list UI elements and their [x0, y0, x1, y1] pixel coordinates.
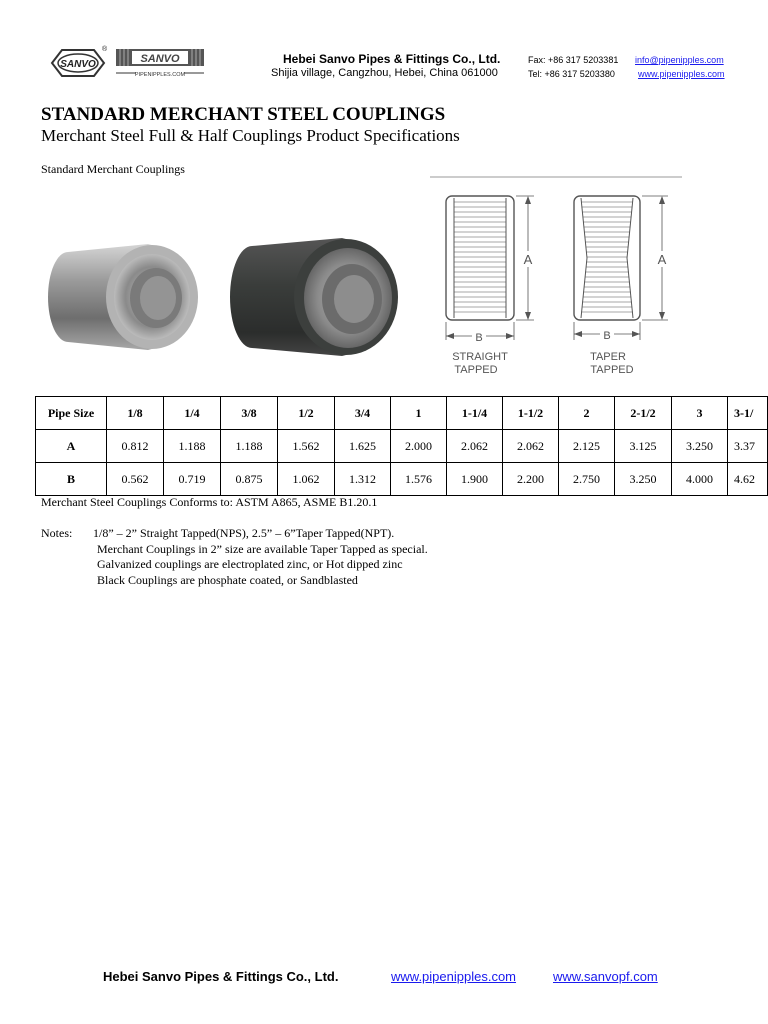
note-line: 1/8” – 2” Straight Tapped(NPS), 2.5” – 6”Taper Tapped(NPT).	[93, 526, 395, 540]
table-cell: 1.562	[278, 430, 335, 463]
taper-tapped-drawing	[574, 196, 669, 376]
table-header-cell: 1/4	[164, 397, 221, 430]
table-cell: 3.250	[615, 463, 672, 496]
table-cell: 1.062	[278, 463, 335, 496]
table-cell: 3.250	[672, 430, 728, 463]
table-cell: 2.200	[503, 463, 559, 496]
footer-sanvopf-link[interactable]: www.sanvopf.com	[553, 969, 658, 984]
website-link[interactable]: www.pipenipples.com	[638, 69, 725, 79]
logo-right-text: SANVO	[140, 53, 180, 65]
taper-label-line1: TAPER	[590, 351, 626, 363]
table-header-cell: 3	[672, 397, 728, 430]
table-header-cell: 1-1/2	[503, 397, 559, 430]
dimension-b-label-taper: B	[603, 330, 611, 342]
table-row	[36, 463, 768, 496]
table-cell: 3.37	[728, 430, 768, 463]
table-header-cell: 2-1/2	[615, 397, 672, 430]
email-link[interactable]: info@pipenipples.com	[635, 55, 724, 65]
straight-label-line2: TAPPED	[454, 364, 498, 376]
table-header-cell: 2	[559, 397, 615, 430]
coupling-spec-table	[35, 396, 768, 496]
sanvo-pipe-logo	[114, 46, 206, 80]
dimension-b-label-straight: B	[475, 332, 483, 344]
table-cell: 1.188	[164, 430, 221, 463]
table-cell: 0.812	[107, 430, 164, 463]
footer-pipenipples-link[interactable]: www.pipenipples.com	[391, 969, 517, 984]
footer-company-name: Hebei Sanvo Pipes & Fittings Co., Ltd.	[103, 969, 339, 984]
table-header-cell: 3-1/	[728, 397, 768, 430]
logo-right-sub: PIPENIPPLES.COM	[134, 72, 186, 78]
table-header-cell: 1-1/4	[447, 397, 503, 430]
company-name: Hebei Sanvo Pipes & Fittings Co., Ltd.	[283, 52, 501, 66]
straight-label-line1: STRAIGHT	[452, 351, 508, 363]
table-row	[36, 430, 768, 463]
table-cell: 0.719	[164, 463, 221, 496]
company-address: Shijia village, Cangzhou, Hebei, China 061000	[271, 67, 498, 79]
table-header-row	[36, 397, 768, 430]
table-cell: 1.576	[391, 463, 447, 496]
dimension-a-label-taper: A	[657, 252, 667, 267]
table-cell: 2.062	[447, 430, 503, 463]
note-line: Galvanized couplings are electroplated zinc, or Hot dipped zinc	[97, 557, 403, 571]
table-cell: 2.125	[559, 430, 615, 463]
table-cell: 1.188	[221, 430, 278, 463]
table-header-cell: 3/8	[221, 397, 278, 430]
table-cell: 1.900	[447, 463, 503, 496]
page-subtitle: Merchant Steel Full & Half Couplings Product Specifications	[41, 126, 460, 145]
logo-left-text: SANVO	[60, 59, 96, 70]
table-header-cell: Pipe Size	[36, 397, 107, 430]
table-header-cell: 3/4	[335, 397, 391, 430]
straight-tapped-drawing	[446, 196, 535, 376]
notes-label: Notes:	[41, 526, 73, 540]
galvanized-coupling-photo	[48, 238, 200, 354]
table-header-cell: 1/2	[278, 397, 335, 430]
table-cell: 1.625	[335, 430, 391, 463]
tel-number: Tel: +86 317 5203380	[528, 69, 615, 79]
table-cell: 1.312	[335, 463, 391, 496]
taper-label-line2: TAPPED	[590, 364, 634, 376]
dimension-a-label-straight: A	[523, 252, 533, 267]
black-coupling-photo	[230, 232, 400, 362]
section-heading: Standard Merchant Couplings	[41, 162, 185, 176]
fax-number: Fax: +86 317 5203381	[528, 55, 619, 65]
sanvo-oval-logo	[48, 44, 108, 82]
note-line: Black Couplings are phosphate coated, or Sandblasted	[97, 573, 358, 587]
table-cell: 0.875	[221, 463, 278, 496]
table-cell: 4.62	[728, 463, 768, 496]
table-cell: 0.562	[107, 463, 164, 496]
conformance-statement: Merchant Steel Couplings Conforms to: ASTM A865, ASME B1.20.1	[41, 495, 378, 509]
table-row-label: A	[36, 430, 107, 463]
coupling-dimension-diagram	[430, 174, 686, 380]
table-header-cell: 1	[391, 397, 447, 430]
table-cell: 4.000	[672, 463, 728, 496]
page-title: STANDARD MERCHANT STEEL COUPLINGS	[41, 104, 446, 125]
table-row-label: B	[36, 463, 107, 496]
table-cell: 2.062	[503, 430, 559, 463]
table-cell: 2.750	[559, 463, 615, 496]
registered-mark: ®	[102, 46, 108, 53]
table-cell: 2.000	[391, 430, 447, 463]
table-cell: 3.125	[615, 430, 672, 463]
table-header-cell: 1/8	[107, 397, 164, 430]
note-line: Merchant Couplings in 2” size are available Taper Tapped as special.	[97, 542, 428, 556]
